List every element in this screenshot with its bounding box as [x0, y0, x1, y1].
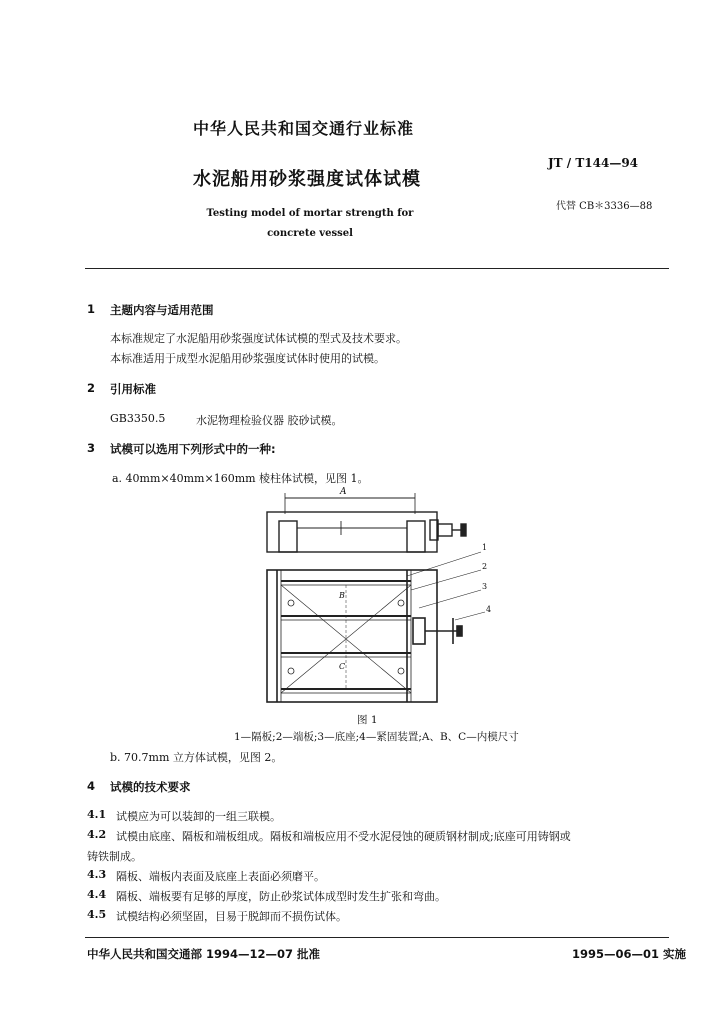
callout-1: 1 — [482, 543, 488, 552]
implementation-date: 1995—06—01 实施 — [572, 947, 687, 961]
section-4-number: 4 — [87, 779, 96, 793]
section-2-number: 2 — [87, 381, 96, 395]
figure-caption: 1—隔板;2—端板;3—底座;4—紧固装置;A、B、C—内模尺寸 — [234, 731, 519, 743]
approval-note: 中华人民共和国交通部 1994—12—07 批准 — [87, 947, 321, 961]
reference-title: 水泥物理检验仪器 胶砂试模。 — [196, 414, 343, 427]
section-2-heading: 引用标准 — [110, 382, 156, 396]
clause-4-2-continuation: 铸铁制成。 — [87, 850, 142, 863]
dimension-a-label: A — [340, 487, 347, 497]
callout-4: 4 — [486, 605, 492, 614]
clause-4-3-number: 4.3 — [87, 868, 107, 881]
reference-code: GB3350.5 — [110, 412, 166, 425]
clause-4-5-number: 4.5 — [87, 908, 107, 921]
org-title: 中华人民共和国交通行业标准 — [193, 119, 415, 138]
callout-3: 3 — [482, 582, 488, 591]
item-a: a. 40mm×40mm×160mm 棱柱体试模，见图 1。 — [112, 472, 369, 485]
footer-rule — [85, 937, 669, 938]
cell-c-label: C — [339, 662, 346, 671]
section-1-line-1: 本标准规定了水泥船用砂浆强度试体试模的型式及技术要求。 — [110, 332, 407, 345]
section-1-number: 1 — [87, 302, 96, 316]
english-title: Testing model of mortar strength for concrete vessel — [206, 208, 414, 239]
section-1-heading: 主题内容与适用范围 — [110, 303, 214, 317]
clause-4-5-text: 试模结构必须坚固，目易于脱卸而不损伤试体。 — [116, 910, 347, 923]
doc-title: 水泥船用砂浆强度试体试模 — [193, 169, 421, 190]
section-3-number: 3 — [87, 441, 96, 455]
header-rule — [85, 268, 669, 269]
clause-4-4-number: 4.4 — [87, 888, 107, 901]
section-4-heading: 试模的技术要求 — [110, 780, 191, 794]
callout-2: 2 — [482, 562, 488, 571]
clause-4-3-text: 隔板、端板内表面及底座上表面必须磨平。 — [116, 870, 325, 883]
clause-4-2-text: 试模由底座、隔板和端板组成。隔板和端板应用不受水泥侵蚀的硬质钢材制成;底座可用铸钢或 — [116, 830, 571, 843]
replaces-note: 代替 CB＊3336—88 — [556, 201, 653, 212]
clause-4-4-text: 隔板、端板要有足够的厚度，防止砂浆试体成型时发生扩张和弯曲。 — [116, 890, 446, 903]
figure-1-drawing — [255, 490, 505, 715]
section-3-heading: 试模可以选用下列形式中的一种: — [110, 442, 276, 456]
figure-label: 图 1 — [357, 714, 378, 726]
cell-b-label: B — [339, 591, 345, 600]
clause-4-1-number: 4.1 — [87, 808, 107, 821]
clause-4-2-number: 4.2 — [87, 828, 107, 841]
clause-4-1-text: 试模应为可以装卸的一组三联模。 — [116, 810, 281, 823]
doc-code: JT / T144—94 — [548, 156, 639, 170]
item-b: b. 70.7mm 立方体试模，见图 2。 — [110, 751, 283, 764]
section-1-line-2: 本标准适用于成型水泥船用砂浆强度试体时使用的试模。 — [110, 352, 385, 365]
